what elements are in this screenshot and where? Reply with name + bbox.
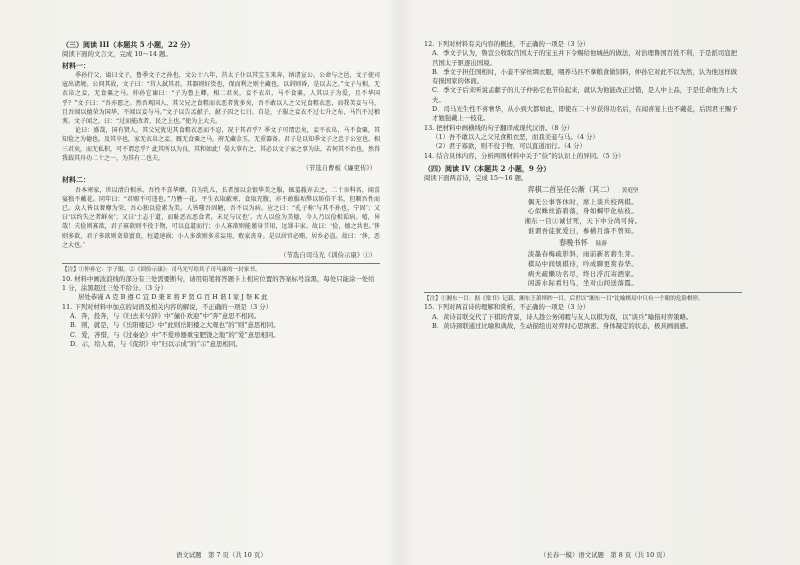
question-12-option-a: A．季文子认为，鲁宣公收取莒国太子的宝玉并下令赐给他城邑的做法，对治理鲁国百姓不利，于是派司寇把莒国太子驱逐出国境。 — [432, 49, 737, 67]
question-12: 12. 下列对材料有关内容的概述，不正确的一项是（3 分） — [424, 40, 590, 48]
question-14: 14. 结合具体内容，分析两则材料中关于“俭”的认识上的异同。（5 分） — [424, 151, 625, 160]
material-1-para-2: 论曰：盛哉，国有贤人，其父兄犹见其食粗衣恶而不忍，况于其君乎？季文子可谓忠矣，妾不衣帛，马不食粟，其知俭之为德也。及其卒也，家无衣帛之妾，厩无食粟之马，府无藏金玉，无重器备。君子是以知季文子之忠于公室也。相三君矣，而无私积，可不谓忠乎？此其所以为良，其和如此！晏大事有之，其必以文子家之事为法，若何其不治也，然得我载其舟功二十之一，为其有二也夫。 — [62, 127, 381, 162]
right-page — [424, 40, 742, 331]
left-page — [62, 40, 380, 349]
material-2-para: 吾本寒家，世以清白相承。吾性不喜华靡，自为乳儿，长者加以金银华美之服，辄羞赧弃去之。二十忝科名，闻喜宴独不戴花。同年曰：“君赐不可违也。”乃簪一花。平生衣取蔽寒，食取充腹，亦不敢服垢弊以矫俗干名，但顺吾性而已。众人皆以奢靡为荣，吾心独以俭素为美。人皆嗤吾固陋，吾不以为病。应之曰：“孔子称‘与其不孙也，宁固’；又曰‘以约失之者鲜矣’；又曰‘士志于道，而耻恶衣恶食者，未足与议也’。古人以俭为美德，今人乃以俭相诟病。嘻，异哉！夫俭则寡欲，君子寡欲则不役于物，可以直道而行；小人寡欲则能谨身节用，远罪丰家。故曰：‘俭，德之共也。’侈则多欲，君子多欲则贪慕富贵，枉道速祸；小人多欲则多求妄用，败家丧身。是以居官必贿，居乡必盗。故曰：‘侈，恶之大也。’ — [62, 186, 380, 249]
poem-2-line-4: 闲游水际看归鸟，坐对山间送落霞。 — [527, 279, 639, 288]
question-12-option-b: B．季文子担任国相时，小妾不穿丝绸衣服，喂养马匹不拿粮食做饲料，仲孙它对此不以为然，认为他这样做有损国家的体面。 — [432, 67, 738, 86]
material-1-source: （节选自曹板《廉吏传》） — [302, 163, 376, 172]
question-10-sentence: 居处恭谨 A 克 B 遵 C 宜 D 秉 E 将 F 贤 G 百 H 谐 I 家 J 祭 K 此 — [78, 293, 268, 302]
question-10: 10. 材料中画波浪线的部分有三处需要断句，请用铅笔将答题卡上相应位置的答案标号涂黑，每处只能涂一处给 1 分，涂黑超过三处不给分。（3 分） — [62, 274, 375, 293]
material-1-para-1: 季孙行父，谥曰文子，鲁季文子之孙也，文公十八年，莒太子仆以其宝玉来奔，纳诸宣公。公命与之邑，文子使司寇出诸境。公问其故，文子曰：“莒人弑其君，其器则好货也，保而利之则主藏也，以训则昏，是以去之。”文子与相，无衣帛之妾，无食粟之马。仲孙它谏曰：“子为鲁上卿，相二君矣，妾不衣帛，马不食粟，人其以子为爱，且不华国乎？”文子曰：“吾亦愿之。然吾观国人，其父兄之食粗而衣恶者犹多矣，吾不敢以人之父兄食粗衣恶，而我美妾与马，且吾闻以德荣为国华，不闻以妾与马。”文子以告孟献子，献子囚之七日。自是，子服之妾衣不过七升之布，马饩不过稂莠。文子闻之，曰：“过而能改者，民之上也。”使为上大夫。 — [62, 71, 380, 125]
question-15: 15. 下列对两首诗的理解和赏析，不正确的一项是（3 分） — [424, 303, 590, 312]
poem-1-author: 黄庭坚 — [621, 188, 639, 195]
question-13: 13. 把材料中画横线的句子翻译成现代汉语。（8 分） — [424, 123, 574, 132]
question-11: 11. 下列对材料中加点的词语及相关内容的解说，不正确的一项是（3 分） — [62, 302, 273, 311]
poem-2-line-3: 病夫疏懒功名尽，终日浮沉寄酒家。 — [527, 269, 639, 278]
question-11-option-d: D．示，给人看，与《促织》中“归以示成”的“示”意思相同。 — [70, 339, 242, 348]
section-instruction: 阅读下面的文言文，完成 10～14 题。 — [62, 50, 172, 59]
poem-footnote: 【注】①湘东一目：据《梁书》记载，湘东王萧绎眇一目，后世以“湘东一目”比喻棋局中只有一个眼的危险棋形。 — [424, 292, 742, 304]
poem-1-title-text: 弈棋二首呈任公渐（其二） — [527, 185, 614, 195]
material-2-source: （节选自司马光《训俭示康》①） — [280, 250, 376, 259]
section-heading: （三）阅读 III（本题共 5 小题，22 分） — [62, 40, 195, 49]
question-15-option-b: B．黄诗颈联通过比喻和典故，生动描绘出对弈时心思缜密、身体凝定的状态，极具画面感。 — [432, 321, 693, 330]
question-12-option-d: D．司马光生性不喜奢华，从小到大都如此，即使在二十岁获得功名后，在闻喜宴上也不戴花，后因君王赐予才勉强戴上一枝花。 — [432, 105, 738, 123]
poem-2-line-1: 淡墨春梅疏影斜，雨前新茗碧生芽。 — [527, 250, 639, 259]
poem-1-line-2: 心似蛛丝游碧落，身如蜩甲化枯枝。 — [527, 207, 639, 216]
poem-1-line-1: 偶无公事客休时，席上谈兵校两棋。 — [527, 197, 639, 206]
section-iv-instruction: 阅读下面两首诗，完成 15～16 题。 — [424, 174, 528, 183]
question-15-option-a: A．黄诗首联交代了下棋的背景，诗人趁公务闲暇与友人以棋为戏，以“谈兵”喻指对弈策略。 — [432, 312, 693, 321]
poem-1-title — [424, 185, 742, 196]
poem-1-line-4: 谁谓吾徒犹爱日，参横月落不曾知。 — [527, 226, 639, 235]
question-11-option-c: C．爱，吝惜，与《过秦论》中“不爱珍器重宝肥饶之地”的“爱”意思相同。 — [70, 330, 280, 339]
material-2-label: 材料二： — [62, 175, 90, 185]
section-iv-heading: （四）阅读 IV（本题共 2 小题，9 分） — [424, 163, 551, 173]
footnote: 【注】①仲孙它：字子服。②《训俭示康》：司马光写给其子司马康的一封家书。 — [62, 263, 380, 275]
material-1-label: 材料一： — [62, 60, 90, 70]
question-13-item-2: （2）君子寡欲，则不役于物，可以直道而行。（4 分） — [432, 142, 586, 151]
left-page-footer: 语文试题 第 7 页（共 10 页） — [176, 551, 267, 559]
question-12-option-c: C．季文子后来听说孟献子的儿子仲孙它也节俭起来，就认为他能改正过错，是人中上品，于是任命他为上大夫。 — [432, 86, 738, 104]
poem-2-title-text: 春晚书怀 — [559, 238, 588, 248]
poem-2-author: 陆游 — [595, 241, 607, 248]
question-11-option-a: A．奔，投奔，与《归去来兮辞》中“僮仆欢迎”中“奔”意思不相同。 — [70, 311, 261, 320]
question-11-option-b: B．则，就是，与《岳阳楼记》中“此则岳阳楼之大观也”的“则”意思相同。 — [70, 321, 280, 330]
right-page-footer: （长春一模）语文试题 第 8 页（共 10 页） — [540, 551, 669, 559]
poem-1-line-3: 湘东一目①诚甘死，天下中分尚可持。 — [524, 216, 642, 225]
question-13-item-1: （1）吾不敢以人之父兄食粗衣恶，而我美妾与马。（4 分） — [432, 132, 599, 141]
poem-2-line-2: 棋局中间烦棋待，吟成聊更赏春华。 — [527, 260, 639, 269]
poem-2-title — [424, 238, 742, 249]
